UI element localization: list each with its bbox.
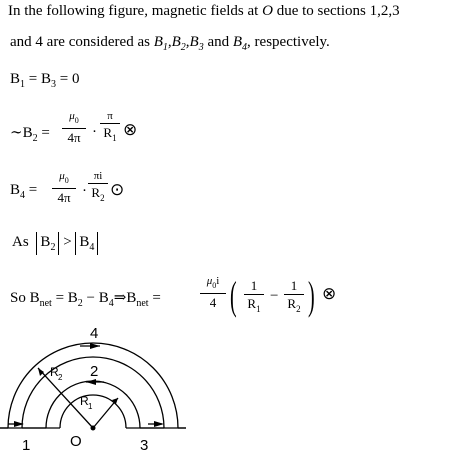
field-list: $B_1,B_2,B_3$ bbox=[153, 34, 204, 53]
intro-text-2: and 4 are considered as bbox=[10, 34, 150, 50]
right-paren: ) bbox=[308, 273, 315, 318]
into-page-icon-b: ⊗ bbox=[322, 284, 337, 304]
equation-compare: As $B_2 > B_4$ bbox=[12, 232, 98, 255]
fraction-mu0-4pi: $\mu_0$ 4π bbox=[62, 110, 86, 145]
intro-text-b: due to sections 1,2,3 bbox=[276, 3, 400, 19]
fraction-1-r1: 1 $R_1$ bbox=[244, 278, 264, 317]
equation-b4: $B_4$ = bbox=[10, 182, 38, 201]
minus-sign: − bbox=[270, 288, 279, 304]
into-page-icon: ⊗ bbox=[123, 120, 138, 140]
label-r2-sub: 2 bbox=[58, 373, 63, 382]
left-paren: ( bbox=[230, 273, 237, 318]
label-r1-sub: 1 bbox=[88, 402, 93, 411]
field-b4: $B_4$ bbox=[232, 34, 248, 53]
intro-and: and bbox=[207, 34, 230, 50]
out-of-page-icon: ⊙ bbox=[110, 180, 125, 200]
fraction-1-r2: 1 $R_2$ bbox=[284, 278, 304, 317]
dot-operator-b: · bbox=[82, 183, 87, 199]
label-origin-o: O bbox=[70, 433, 82, 450]
label-r1: R bbox=[80, 394, 89, 408]
label-section-1: 1 bbox=[22, 437, 31, 454]
fraction-pii-r2: πi $R_2$ bbox=[88, 170, 108, 206]
equation-b1-b3: $B_1 = B_3 = 0$ bbox=[10, 71, 80, 90]
fraction-mu0-4pi-b: $\mu_0$ 4π bbox=[52, 170, 76, 205]
intro-end: , respectively. bbox=[247, 34, 330, 50]
fraction-pi-r1: π $R_1$ bbox=[100, 110, 120, 146]
label-section-3: 3 bbox=[140, 437, 149, 454]
label-r2: R bbox=[50, 365, 59, 379]
equation-bnet: So $B_{net} = B_2$ − $B_4\Rightarrow B_{net}$ = bbox=[10, 290, 161, 309]
label-section-2: 2 bbox=[90, 363, 99, 380]
intro-text: In the following figure, magnetic fields at bbox=[8, 3, 259, 19]
point-o: O bbox=[262, 3, 273, 19]
fraction-mu0i-4: $\mu_0i$ 4 bbox=[200, 275, 226, 310]
dot-operator: · bbox=[92, 124, 97, 140]
equation-b2: $\sim B_2$ = bbox=[10, 125, 50, 144]
label-section-4: 4 bbox=[90, 325, 99, 342]
